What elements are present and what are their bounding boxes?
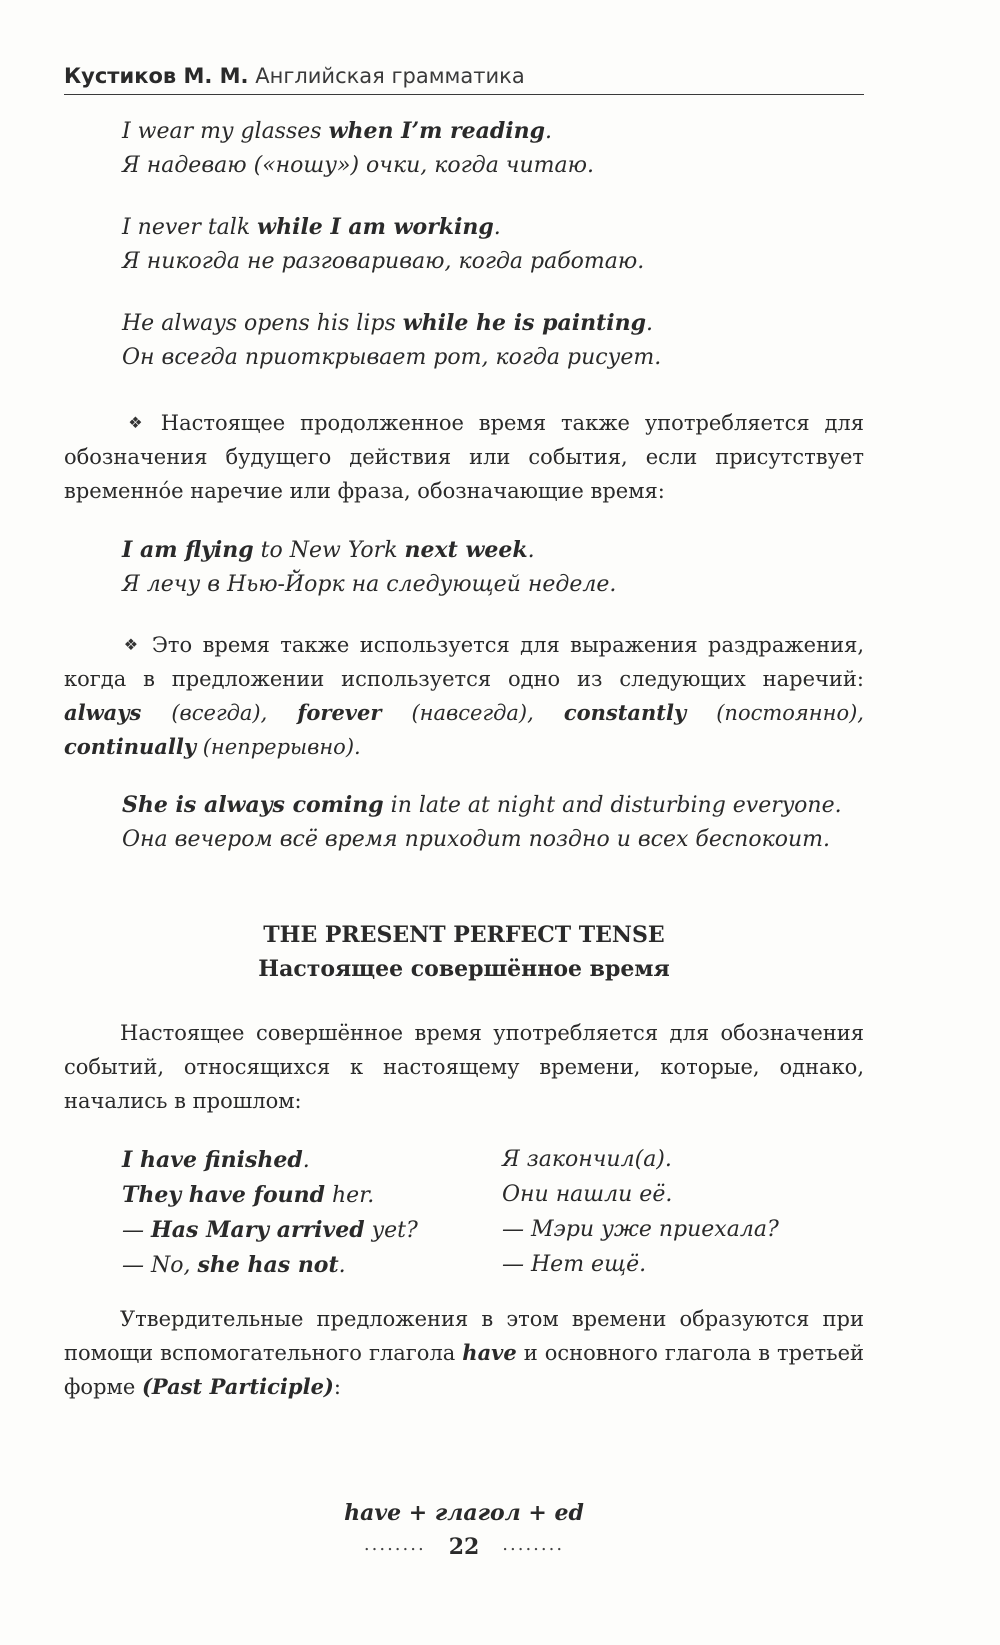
example-en-end: . xyxy=(493,215,501,240)
example-en: I wear my glasses xyxy=(122,119,329,144)
example-pair-row: — Has Mary arrived yet? — Мэри уже приехала? xyxy=(122,1213,822,1248)
example-pairs xyxy=(122,1143,822,1283)
example-1 xyxy=(122,114,594,183)
example-ru: — Нет ещё. xyxy=(502,1252,647,1277)
example-en: I never talk xyxy=(122,215,258,240)
example-ru: Я никогда не разговариваю, когда работаю. xyxy=(122,249,645,274)
keyword-past-participle: (Past Participle) xyxy=(141,1374,334,1399)
example-en: to New York xyxy=(253,538,405,563)
section-title-en: THE PRESENT PERFECT TENSE xyxy=(263,922,665,948)
example-en-end: . xyxy=(527,538,535,563)
example-ru: Я надеваю («ношу») очки, когда читаю. xyxy=(122,153,595,178)
example-future xyxy=(122,533,616,602)
author-name: Кустиков М. М. xyxy=(64,64,249,88)
example-en-bold: while I am working xyxy=(257,214,494,240)
adverb-ru: (навсегда), xyxy=(381,701,534,725)
paragraph-irritation xyxy=(64,628,864,764)
example-ru: Она вечером всё время приходит поздно и всех беспокоит. xyxy=(122,827,830,852)
adverb-ru: (непрерывно). xyxy=(196,735,361,759)
example-en-end: . xyxy=(646,311,653,336)
example-en-bold: I have finished xyxy=(122,1147,303,1173)
paragraph-future-use xyxy=(64,406,864,508)
example-en-bold: when I’m reading xyxy=(328,118,545,144)
example-pair-row: They have found her. Они нашли её. xyxy=(122,1178,822,1213)
adverb-ru: (всегда), xyxy=(141,701,268,725)
example-ru: Я лечу в Нью-Йорк на следующей неделе. xyxy=(122,572,617,597)
section-title-ru: Настоящее совершённое время xyxy=(258,956,670,982)
page-number: 22 xyxy=(448,1534,480,1560)
book-title: Английская грамматика xyxy=(255,64,525,88)
example-en-bold: next week xyxy=(404,537,528,563)
example-ru: — Мэри уже приехала? xyxy=(502,1217,779,1242)
adverb-en: forever xyxy=(297,700,382,725)
bullet-icon: ❖ xyxy=(120,635,142,654)
example-en-bold: Has Mary arrived xyxy=(151,1217,365,1243)
example-en: He always opens his lips xyxy=(122,311,403,336)
paragraph-text: Утвердительные предложения в этом времени образуются при помощи вспомогательного глагола xyxy=(64,1307,864,1365)
page-number-line xyxy=(64,1534,864,1560)
adverb-en: continually xyxy=(64,734,197,759)
adverb-ru: (постоянно), xyxy=(686,701,864,725)
section-heading xyxy=(64,918,864,986)
paragraph-present-perfect xyxy=(64,1016,864,1118)
running-head xyxy=(64,64,864,95)
example-en: in late at night and disturbing everyone. xyxy=(383,793,842,818)
paragraph-end: : xyxy=(333,1375,341,1399)
paragraph-text: Настоящее совершённое время употребляется для обозначения событий, относящихся к настоящему времени, которые, однако, начались в прошлом: xyxy=(64,1021,864,1113)
example-pair-row: — No, she has not. — Нет ещё. xyxy=(122,1248,822,1283)
adverb-en: constantly xyxy=(563,700,687,725)
example-3 xyxy=(122,306,661,375)
example-pair-row: I have finished. Я закончил(а). xyxy=(122,1143,822,1178)
formula: have + глагол + ed xyxy=(344,1500,584,1526)
paragraph-text: Это время также используется для выражения раздражения, когда в предложении используется одно из следующих наречий: xyxy=(64,633,864,691)
example-ru: Он всегда приоткрывает рот, когда рисует. xyxy=(122,345,662,370)
example-ru: Они нашли её. xyxy=(502,1182,673,1207)
example-2 xyxy=(122,210,644,279)
example-en-end: . xyxy=(545,119,552,144)
example-en-bold: They have found xyxy=(122,1182,326,1208)
example-en-bold: I am flying xyxy=(122,537,254,563)
bullet-icon: ❖ xyxy=(120,413,151,432)
adverb-en: always xyxy=(64,700,142,725)
example-en-bold: She is always coming xyxy=(122,792,384,818)
example-ru: Я закончил(а). xyxy=(502,1147,672,1172)
example-en-bold: she has not xyxy=(197,1252,339,1278)
paragraph-text: и основного глагола в третьей форме xyxy=(64,1341,864,1399)
example-irritation xyxy=(122,788,882,857)
keyword-have: have xyxy=(462,1340,517,1365)
page-dots-right: ........ xyxy=(502,1534,565,1555)
example-en-bold: while he is painting xyxy=(402,310,646,336)
page-dots-left: ........ xyxy=(363,1534,426,1555)
paragraph-affirmative xyxy=(64,1302,864,1404)
paragraph-text: Настоящее продолженное время также употребляется для обозначения будущего действия или события, если присутствует временнóе наречие или фраза, обозначающие время: xyxy=(64,411,864,503)
